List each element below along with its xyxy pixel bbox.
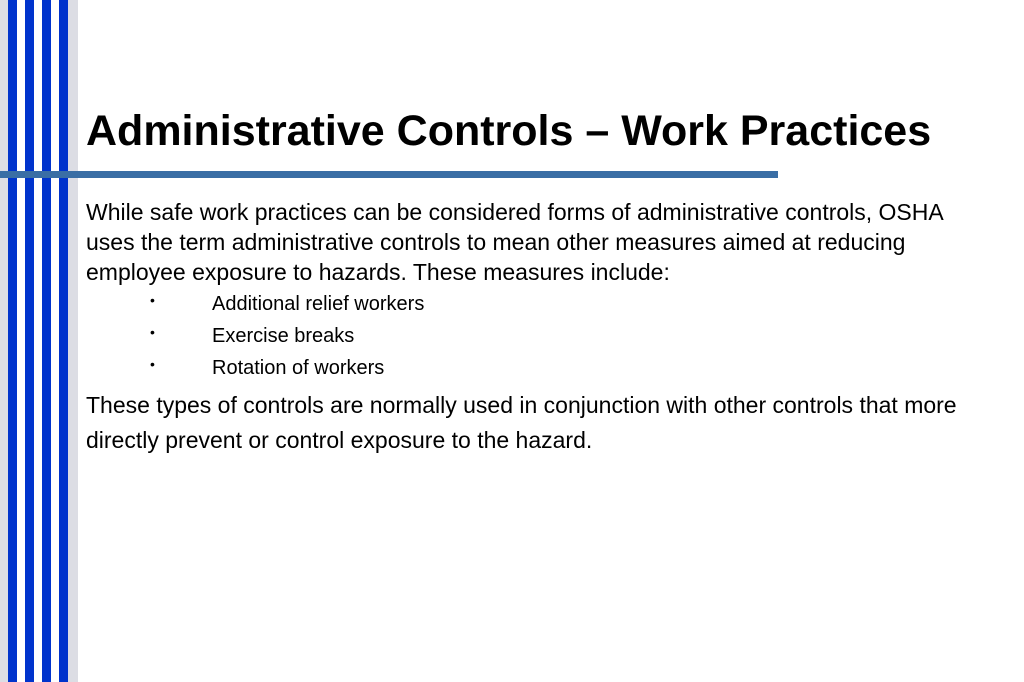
stripe-gap — [34, 0, 42, 682]
slide-title: Administrative Controls – Work Practices — [86, 107, 932, 155]
list-item-label: Rotation of workers — [212, 357, 385, 379]
stripe-bar — [42, 0, 51, 682]
intro-paragraph: While safe work practices can be considered forms of administrative controls, OSHA uses the term administrative controls to mean other measures aimed at reducing employee exposure to hazards. These measures include: — [86, 199, 943, 285]
bullet-icon: • — [150, 356, 155, 372]
stripe-gap — [51, 0, 59, 682]
bullet-icon: • — [150, 324, 155, 340]
stripe-bar — [25, 0, 34, 682]
stripe-bar — [8, 0, 17, 682]
bullet-icon: • — [150, 292, 155, 308]
list-item-label: Additional relief workers — [212, 293, 425, 315]
title-divider — [0, 171, 778, 178]
stripe-gap — [17, 0, 25, 682]
left-stripe-decoration — [0, 0, 78, 682]
stripe-bar — [59, 0, 68, 682]
list-item-label: Exercise breaks — [212, 325, 355, 347]
closing-paragraph: These types of controls are normally used in conjunction with other controls that more directly prevent or control exposure to the hazard. — [86, 392, 957, 453]
